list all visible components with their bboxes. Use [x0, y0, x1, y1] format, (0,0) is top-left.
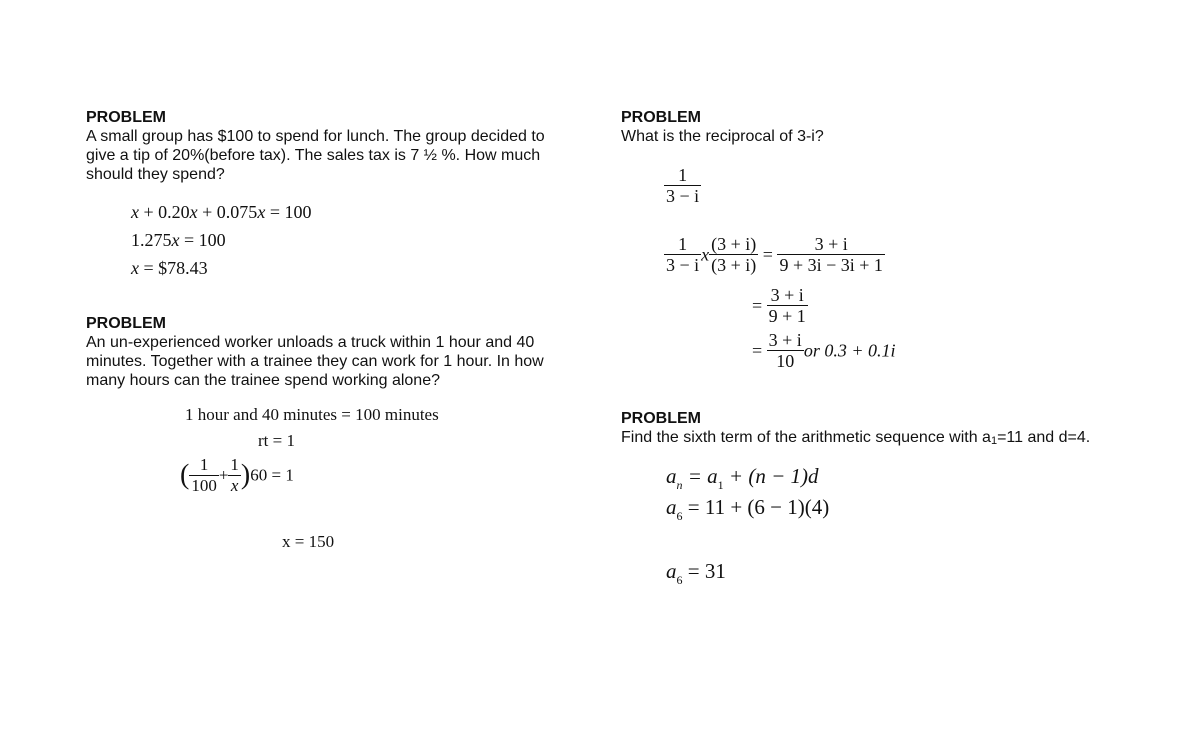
- problem-3-step-1: $\frac{1}{3 - i}$ x $\frac{(3 + i)}{(3 + i)}$ = $\frac{3 + i}{9 + 3i - 3i + 1}$: [666, 234, 883, 275]
- problem-3: [621, 108, 1101, 146]
- problem-4-substitution: $a_6 = 11 + (6 - 1)(4)$: [666, 495, 830, 523]
- problem-3-question: What is the reciprocal of 3-i?: [621, 128, 824, 145]
- problem-2-line-2: rt = 1: [258, 431, 295, 450]
- problem-4-formula: $a_n = a_1 + (n - 1)d$: [666, 464, 819, 492]
- problem-4-question: Find the sixth term of the arithmetic sequence with a1=11 and d=4.: [621, 429, 1091, 447]
- problem-3-step-2: = $\frac{3 + i}{9 + 1}$: [752, 285, 806, 326]
- problem-1-question: A small group has $100 to spend for lunch. The group decided to give a tip of 20%(before tax). The sales tax is 7 ½ %. How much should they spend?: [86, 128, 545, 183]
- problem-1: [86, 108, 556, 184]
- problem-2: [86, 314, 556, 390]
- problem-2-line-3: ( $\frac{1}{100}$ + $\frac{1}{x}$ )60 = 1: [180, 455, 294, 495]
- problem-2-heading: PROBLEM: [86, 315, 166, 332]
- problem-3-step-3: = $\frac{3 + i}{10}$ or 0.3 + 0.1i: [752, 330, 896, 371]
- problem-1-heading: PROBLEM: [86, 109, 166, 126]
- fraction-1-over-100: $\frac{1}{100}$: [191, 455, 217, 495]
- problem-2-line-1: 1 hour and 40 minutes = 100 minutes: [185, 405, 439, 424]
- problem-1-equation-3: x = $78.43: [131, 258, 208, 278]
- problem-1-equation-2: 1.275x = 100: [131, 230, 226, 250]
- problem-4-answer: $a_6 = 31$: [666, 559, 726, 587]
- fraction-1-over-x: $\frac{1}{x}$: [230, 455, 239, 495]
- problem-1-equation-1: x + 0.20x + 0.075x = 100: [131, 202, 312, 222]
- problem-4: [621, 409, 1121, 451]
- problem-4-heading: PROBLEM: [621, 410, 701, 427]
- problem-3-reciprocal: $\frac{1}{3 - i}$: [666, 165, 700, 206]
- problem-3-heading: PROBLEM: [621, 109, 701, 126]
- problem-2-line-4: x = 150: [282, 532, 335, 551]
- problem-2-question: An un-experienced worker unloads a truck within 1 hour and 40 minutes. Together with a trainee they can work for 1 hour. In how many hours can the trainee spend working alone?: [86, 334, 544, 389]
